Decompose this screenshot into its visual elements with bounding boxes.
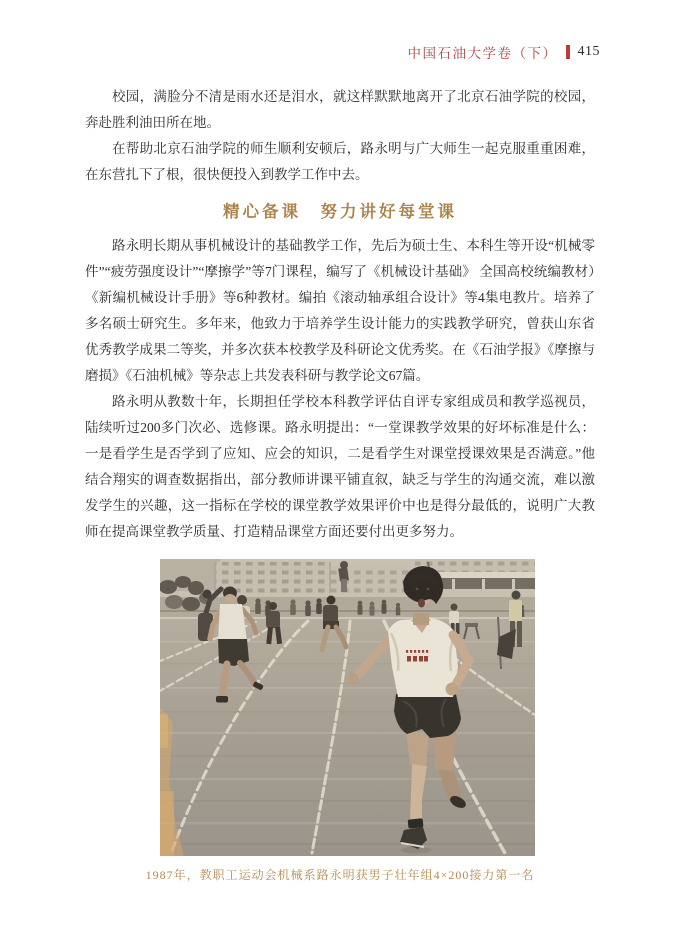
paragraph: 校园，满脸分不清是雨水还是泪水，就这样默默地离开了北京石油学院的校园，奔赴胜利油田所在地。	[85, 89, 595, 130]
header-divider-bar	[566, 45, 570, 59]
section-heading: 精心备课 努力讲好每堂课	[223, 202, 457, 221]
page-header	[408, 42, 601, 62]
photo-illustration	[160, 559, 535, 856]
volume-title: 中国石油大学卷（下）	[407, 46, 558, 61]
paragraph: 在帮助北京石油学院的师生顺利安顿后，路永明与广大师生一起克服重重困难，在东营扎下了根，很快便投入到教学工作中去。	[85, 141, 595, 182]
photo-track-race	[160, 559, 535, 856]
paragraph: 路永明从教数十年，长期担任学校本科教学评估自评专家组成员和教学巡视员，陆续听过200多门次必、选修课。路永明提出：“一堂课教学效果的好坏标准是什么：一是看学生是否学到了应知、应会的知识，二是看学生对课堂授课效果是否满意。”他结合翔实的调查数据指出，部分教师讲课平铺直叙，缺乏与学生的沟通交流，难以激发学生的兴趣，这一指标在学校的课堂教学效果评价中也是得分最低的，说明广大教师在提高课堂教学质量、打造精品课堂方面还要付出更多努力。	[85, 394, 595, 539]
paragraph: 路永明长期从事机械设计的基础教学工作，先后为硕士生、本科生等开设“机械零件”“疲劳强度设计”“摩擦学”等7门课程，编写了《机械设计基础》 全国高校统编教材）《新编机械设计手册》等6种教材。编拍《滚动轴承组合设计》等4集电教片。培养了多名硕士研究生。多年来，他致力于培养学生设计能力的实践教学研究，曾获山东省优秀教学成果二等奖，并多次获本校教学及科研论文优秀奖。在《石油学报》《摩擦与磨损》《石油机械》等杂志上共发表科研与教学论文67篇。	[85, 238, 595, 383]
photo-caption: 1987年，教职工运动会机械系路永明获男子壮年组4×200接力第一名	[145, 868, 535, 882]
page-body	[85, 84, 595, 883]
page-number: 415	[577, 44, 600, 59]
photo-figure	[85, 559, 595, 883]
